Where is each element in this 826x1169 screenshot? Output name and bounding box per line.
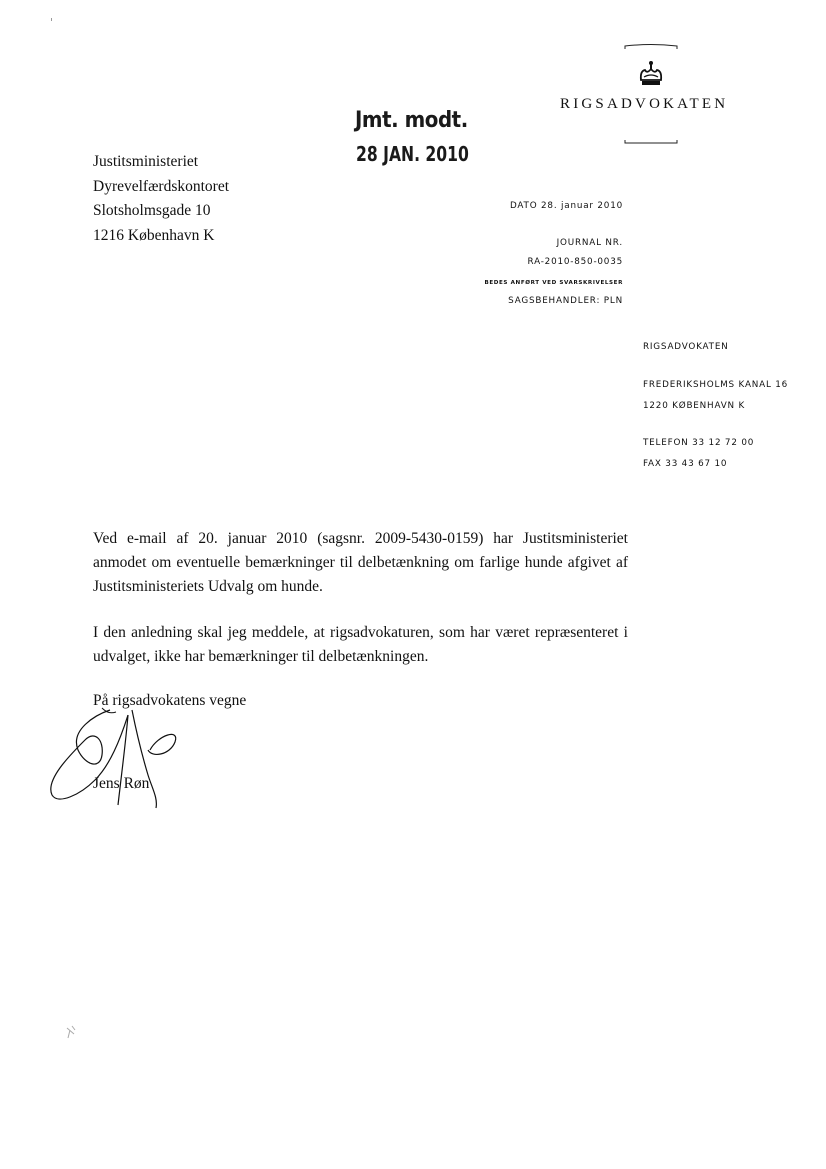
sender-phone: TELEFON 33 12 72 00 [643,438,755,448]
recipient-line: Dyrevelfærdskontoret [93,177,230,195]
signer-name: Jens Røn [93,775,150,792]
crest-bottom-bracket [624,139,678,145]
scan-artifact [64,1024,78,1042]
body-paragraph: I den anledning skal jeg meddele, at rigsadvokaturen, som har været repræsenteret i udvalget, ikke har bemærkninger til delbetænkningen. [93,624,628,665]
organization-name: RIGSADVOKATEN [560,96,729,112]
sender-city: 1220 KØBENHAVN K [643,401,746,411]
received-stamp-date: 28 JAN. 2010 [356,142,469,166]
reference-note: BEDES ANFØRT VED SVARSKRIVELSER [484,280,623,286]
recipient-line: Slotsholmsgade 10 [93,202,211,219]
received-stamp-title: Jmt. modt. [355,108,468,133]
sender-street: FREDERIKSHOLMS KANAL 16 [643,380,789,390]
crest-top-bracket [624,44,678,50]
sender-organization: RIGSADVOKATEN [643,342,729,352]
recipient-line: 1216 København K [93,226,215,244]
body-paragraph: Ved e-mail af 20. januar 2010 (sagsnr. 2009-5430-0159) har Justitsministeriet anmodet om eventuelle bemærkninger til delbetænkning om farlige hunde afgivet af Justitsministeriets Udvalg om hunde. [93,530,628,595]
case-handler: SAGSBEHANDLER: PLN [508,296,623,306]
sender-fax: FAX 33 43 67 10 [643,459,728,469]
recipient-address [93,150,229,248]
journal-number: RA-2010-850-0035 [527,257,623,267]
crown-icon [638,60,664,88]
letter-date: DATO 28. januar 2010 [509,201,623,211]
scan-artifact [50,18,53,21]
handwritten-signature [40,700,200,810]
closing-line: På rigsadvokatens vegne [93,692,247,709]
recipient-line: Justitsministeriet [93,153,199,170]
journal-label: JOURNAL NR. [556,238,623,248]
